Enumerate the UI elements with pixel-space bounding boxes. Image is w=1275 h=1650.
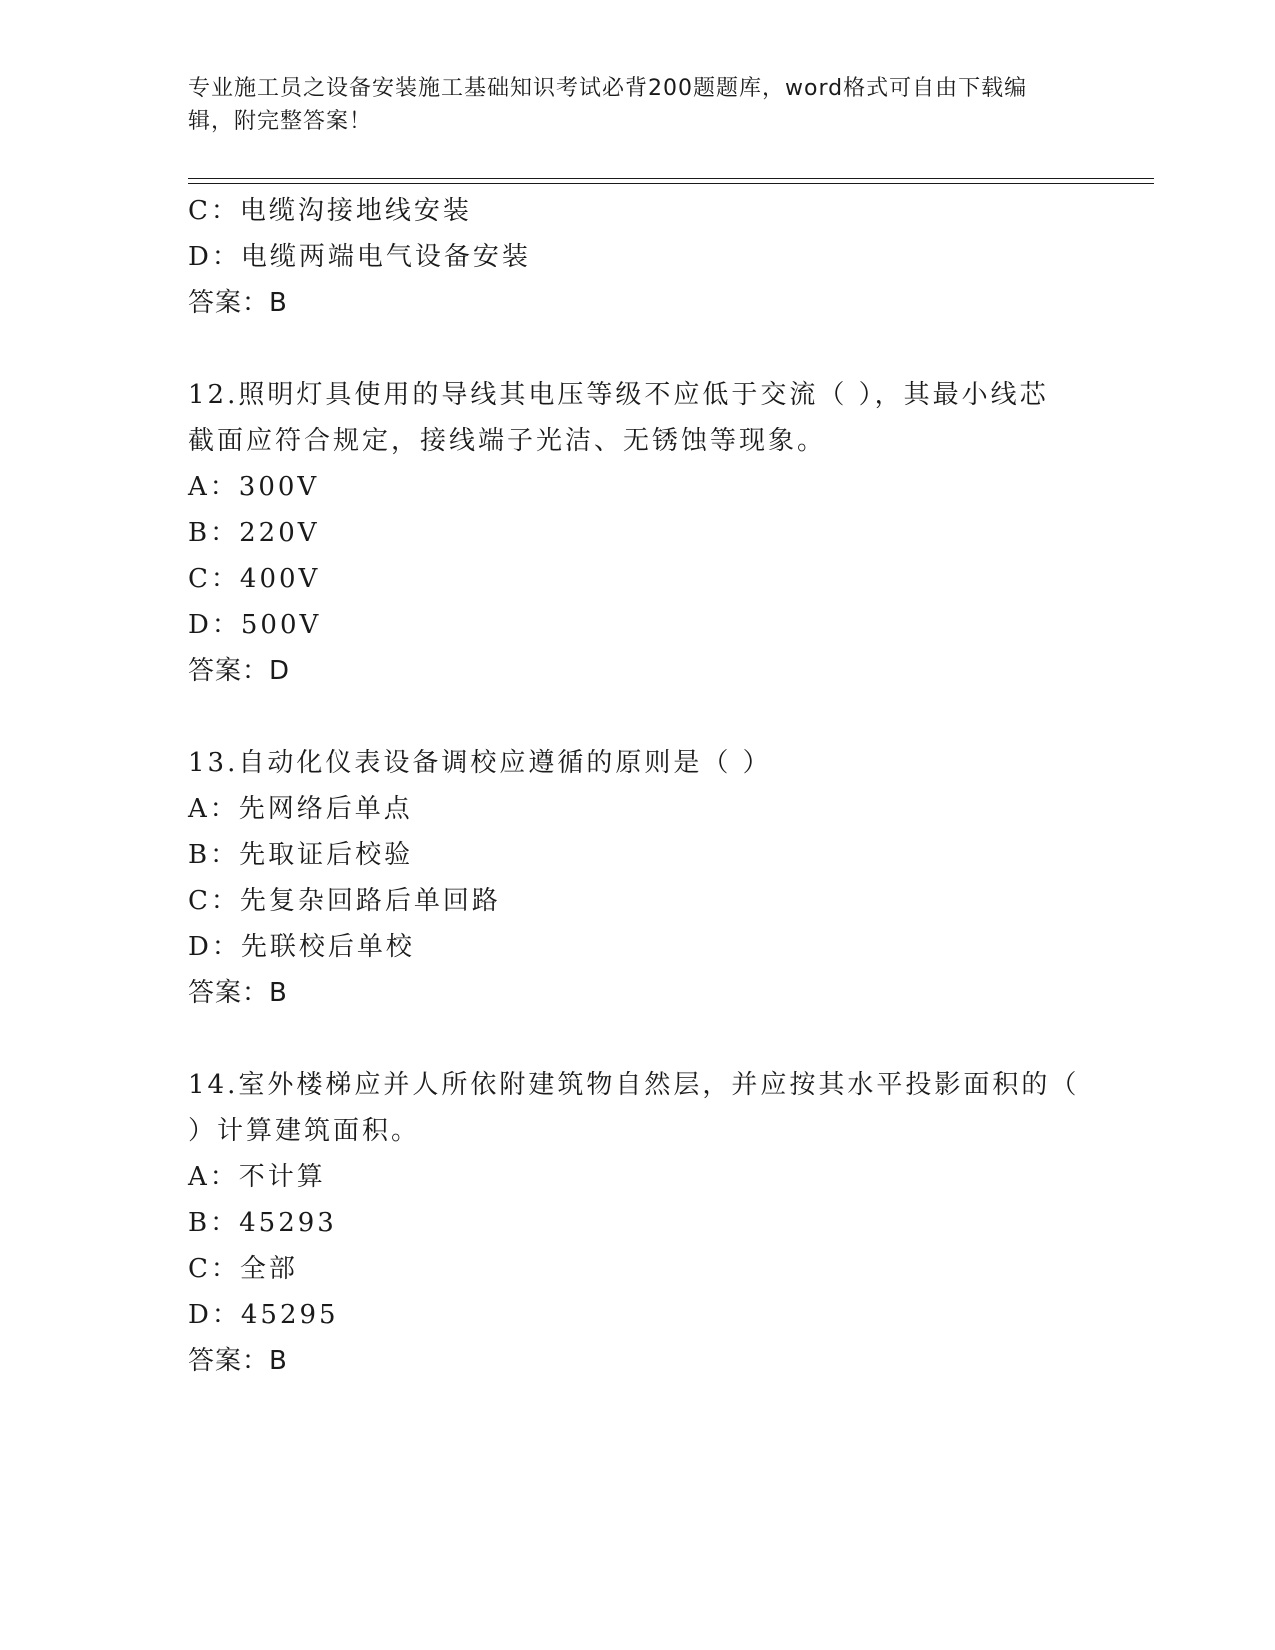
header-divider-top: [188, 178, 1154, 179]
question-continued: [188, 188, 1088, 326]
question-stem: 12.照明灯具使用的导线其电压等级不应低于交流（ ），其最小线芯: [188, 380, 1049, 410]
document-header: 专业施工员之设备安装施工基础知识考试必背200题题库，word格式可自由下载编辑，附完整答案！: [188, 76, 1028, 134]
question-stem-continued: ）计算建筑面积。: [188, 1116, 421, 1146]
question-stem: 14.室外楼梯应并人所依附建筑物自然层，并应按其水平投影面积的（: [188, 1070, 1080, 1100]
option-a: A：300V: [188, 472, 320, 502]
option-d: D：45295: [188, 1300, 339, 1330]
answer-line: 答案：D: [188, 656, 291, 686]
answer-line: 答案：B: [188, 288, 288, 318]
option-b: B：先取证后校验: [188, 840, 414, 870]
option-d: D：先联校后单校: [188, 932, 415, 962]
option-d: D：500V: [188, 610, 322, 640]
option-c: C：全部: [188, 1254, 298, 1284]
option-d: D：电缆两端电气设备安装: [188, 242, 531, 272]
header-divider-bottom: [188, 183, 1154, 184]
question-list: [188, 188, 1088, 1430]
question-12: [188, 372, 1088, 694]
option-b: B：220V: [188, 518, 320, 548]
option-a: A：不计算: [188, 1162, 326, 1192]
option-c: C：电缆沟接地线安装: [188, 196, 472, 226]
option-b: B：45293: [188, 1208, 337, 1238]
answer-line: 答案：B: [188, 1346, 288, 1376]
option-a: A：先网络后单点: [188, 794, 413, 824]
question-stem: 13.自动化仪表设备调校应遵循的原则是（ ）: [188, 748, 772, 778]
answer-line: 答案：B: [188, 978, 288, 1008]
question-13: [188, 740, 1088, 1016]
option-c: C：先复杂回路后单回路: [188, 886, 501, 916]
question-stem-continued: 截面应符合规定，接线端子光洁、无锈蚀等现象。: [188, 426, 827, 456]
option-c: C：400V: [188, 564, 321, 594]
question-14: [188, 1062, 1088, 1384]
